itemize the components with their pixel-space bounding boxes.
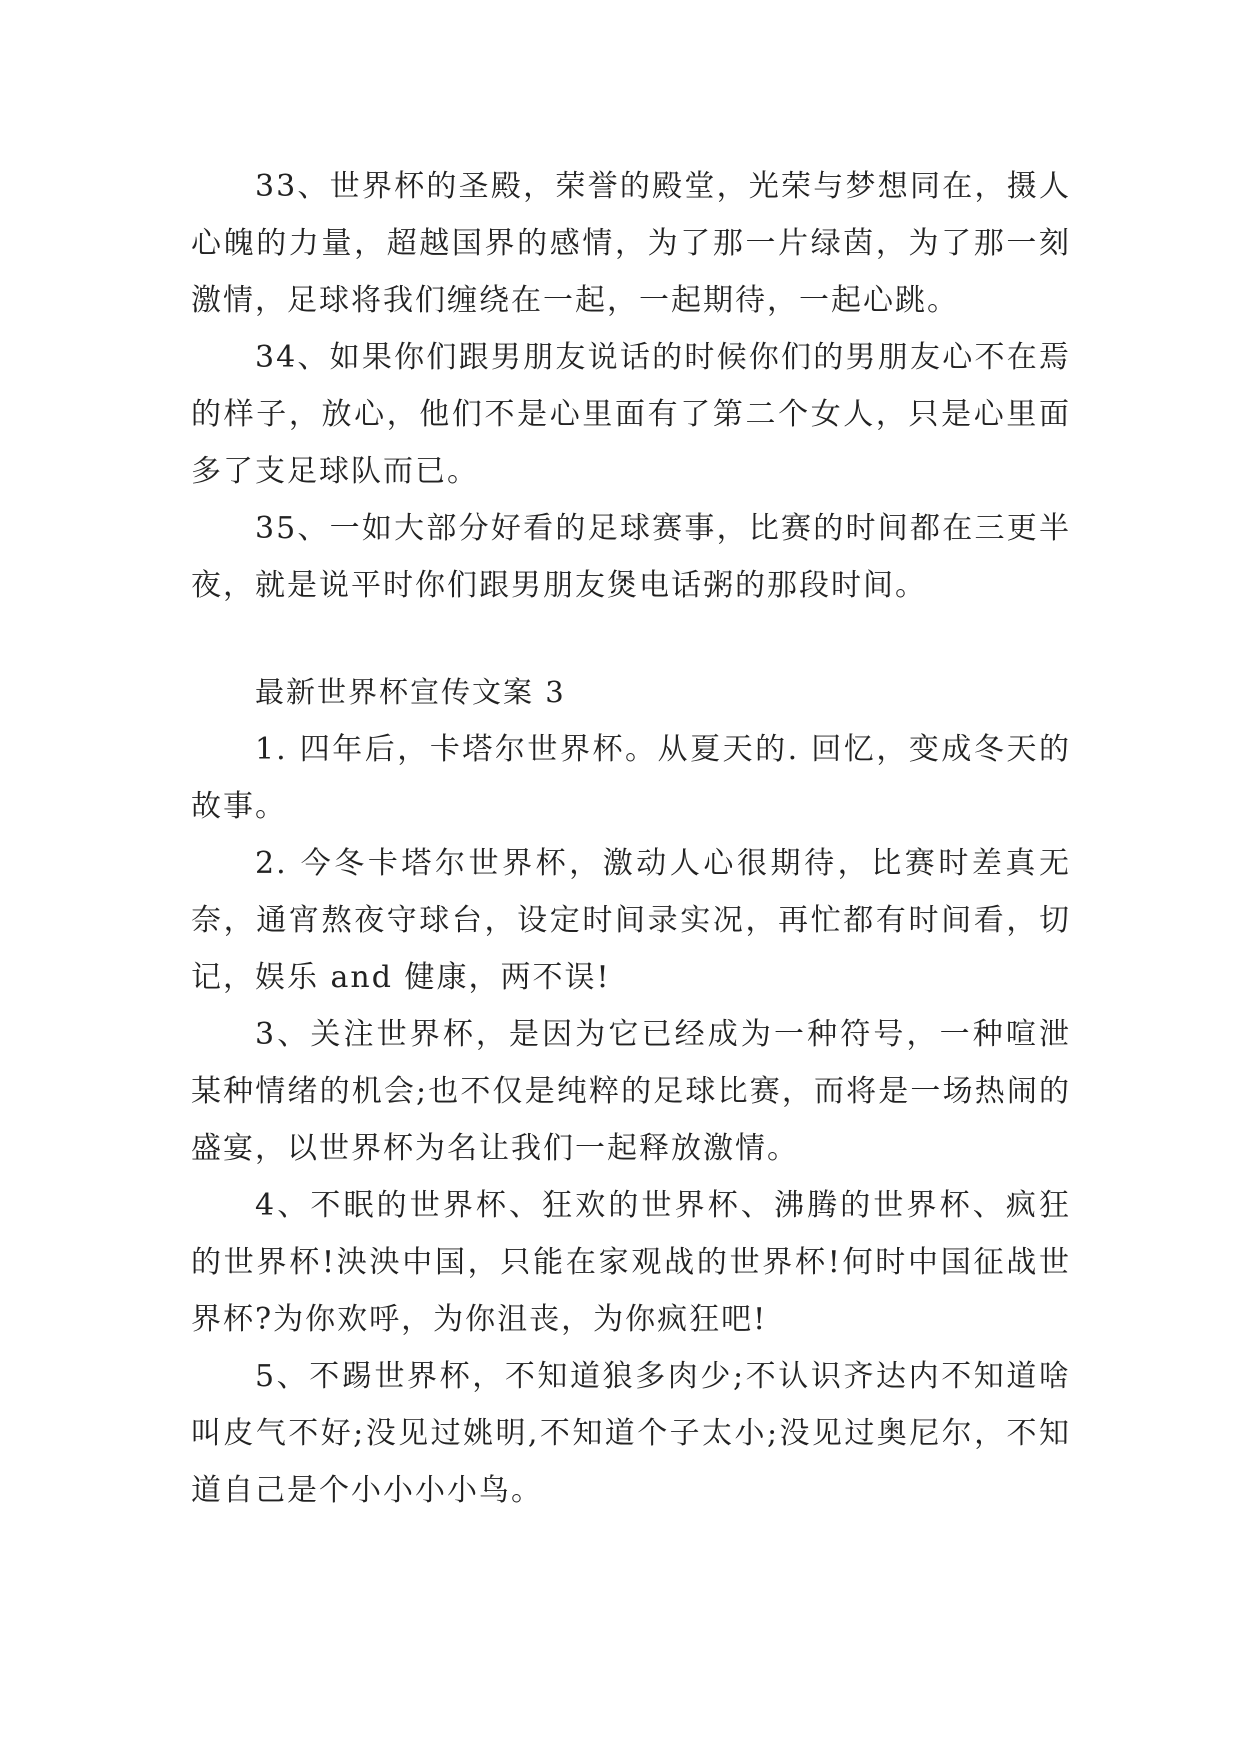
paragraph-35: 35、一如大部分好看的足球赛事，比赛的时间都在三更半夜，就是说平时你们跟男朋友煲电话粥的那段时间。 — [191, 511, 1071, 603]
document-body — [191, 158, 1071, 1519]
section-heading: 最新世界杯宣传文案 3 — [255, 675, 566, 709]
section-spacer — [191, 614, 1071, 664]
paragraph-4: 4、不眠的世界杯、狂欢的世界杯、沸腾的世界杯、疯狂的世界杯!泱泱中国，只能在家观战的世界杯!何时中国征战世界杯?为你欢呼，为你沮丧，为你疯狂吧! — [191, 1188, 1071, 1337]
paragraph-34: 34、如果你们跟男朋友说话的时候你们的男朋友心不在焉的样子，放心，他们不是心里面有了第二个女人，只是心里面多了支足球队而已。 — [191, 340, 1071, 489]
paragraph-5: 5、不踢世界杯，不知道狼多肉少;不认识齐达内不知道啥叫皮气不好;没见过姚明,不知道个子太小;没见过奥尼尔，不知道自己是个小小小小鸟。 — [191, 1359, 1071, 1508]
paragraph-2: 2. 今冬卡塔尔世界杯，激动人心很期待，比赛时差真无奈，通宵熬夜守球台，设定时间录实况，再忙都有时间看，切记，娱乐 and 健康，两不误! — [191, 846, 1071, 995]
paragraph-33: 33、世界杯的圣殿，荣誉的殿堂，光荣与梦想同在，摄人心魄的力量，超越国界的感情，为了那一片绿茵，为了那一刻激情，足球将我们缠绕在一起，一起期待，一起心跳。 — [191, 169, 1071, 318]
paragraph-1: 1. 四年后，卡塔尔世界杯。从夏天的. 回忆，变成冬天的故事。 — [191, 732, 1071, 824]
paragraph-3: 3、关注世界杯，是因为它已经成为一种符号，一种喧泄某种情绪的机会;也不仅是纯粹的足球比赛，而将是一场热闹的盛宴，以世界杯为名让我们一起释放激情。 — [191, 1017, 1071, 1166]
